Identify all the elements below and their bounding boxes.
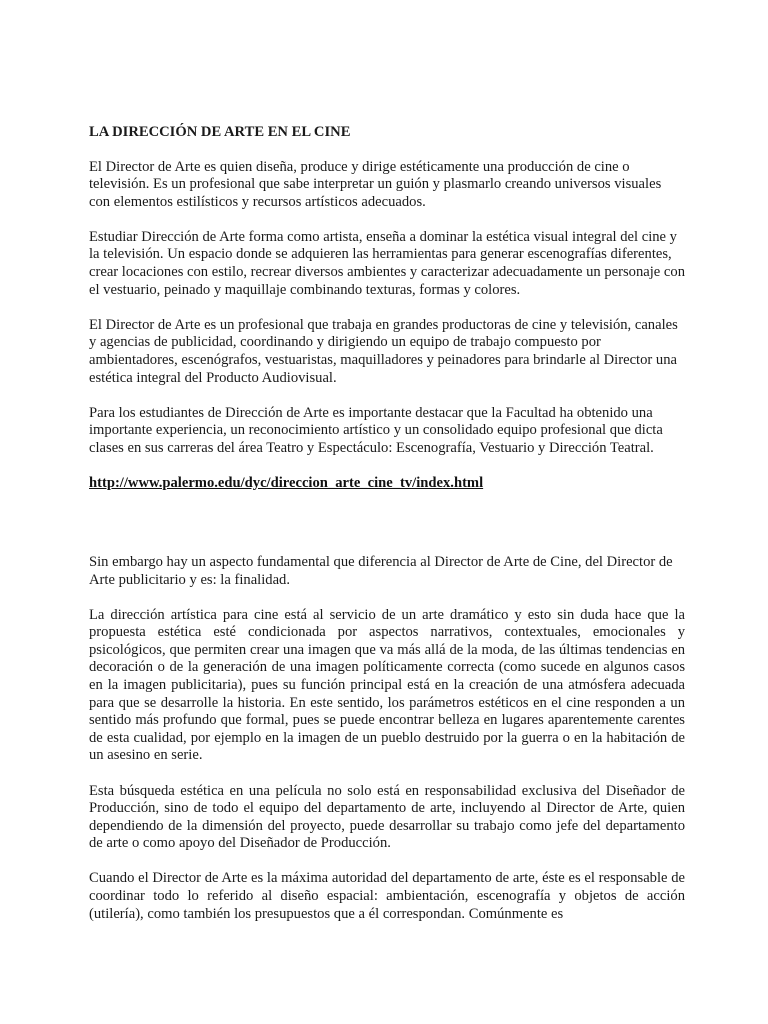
- paragraph-body-2: La dirección artística para cine está al servicio de un arte dramático y esto sin duda hace que la propuesta estética esté condicionada por aspectos narrativos, contextuales, emocionales y psicológicos, que permiten crear una imagen que va más allá de la moda, de las últimas tendencias en decoración o de la generación de una imagen políticamente correcta (como sucede en algunos casos en la imagen publicitaria), pues su función principal está en la creación de una atmósfera adecuada para que se desarrolle la historia. En este sentido, los parámetros estéticos en el cine responden a un sentido más profundo que formal, pues se puede encontrar belleza en lugares aparentemente carentes de esta cualidad, por ejemplo en la imagen de un pueblo destruido por la guerra o en la habitación de un asesino en serie.: [89, 606, 685, 764]
- document-body: [89, 124, 685, 941]
- blank-space: [89, 510, 685, 554]
- paragraph-intro-3: El Director de Arte es un profesional que trabaja en grandes productoras de cine y televisión, canales y agencias de publicidad, coordinando y dirigiendo un equipo de trabajo compuesto por ambientadores, escenógrafos, vestuaristas, maquilladores y peinadores para brindarle al Director una estética integral del Producto Audiovisual.: [89, 316, 678, 386]
- document-title: LA DIRECCIÓN DE ARTE EN EL CINE: [89, 124, 351, 140]
- paragraph-body-4: Cuando el Director de Arte es la máxima autoridad del departamento de arte, éste es el responsable de coordinar todo lo referido al diseño espacial: ambientación, escenografía y objetos de acción (utilería), como también los presupuestos que a él correspondan. Comúnmente es: [89, 870, 685, 922]
- paragraph-intro-4: Para los estudiantes de Dirección de Arte es importante destacar que la Facultad ha obtenido una importante experiencia, un reconocimiento artístico y un consolidado equipo profesional que dicta clases en sus carreras del área Teatro y Espectáculo: Escenografía, Vestuario y Dirección Teatral.: [89, 404, 663, 456]
- paragraph-intro-2: Estudiar Dirección de Arte forma como artista, enseña a dominar la estética visual integral del cine y la televisión. Un espacio donde se adquieren las herramientas para generar escenografías diferentes, crear locaciones con estilo, recrear diversos ambientes y caracterizar adecuadamente un personaje con el vestuario, peinado y maquillaje combinando texturas, formas y colores.: [89, 228, 685, 298]
- palermo-link[interactable]: http://www.palermo.edu/dyc/direccion_arte_cine_tv/index.html: [89, 474, 484, 491]
- paragraph-intro-1: El Director de Arte es quien diseña, produce y dirige estéticamente una producción de cine o televisión. Es un profesional que sabe interpretar un guión y plasmarlo creando universos visuales con elementos estilísticos y recursos artísticos adecuados.: [89, 158, 662, 210]
- paragraph-body-1: Sin embargo hay un aspecto fundamental que diferencia al Director de Arte de Cine, del Director de Arte publicitario y es: la finalidad.: [89, 554, 673, 588]
- paragraph-body-3: Esta búsqueda estética en una película no solo está en responsabilidad exclusiva del Diseñador de Producción, sino de todo el equipo del departamento de arte, incluyendo al Director de Arte, quien dependiendo de la dimensión del proyecto, puede desarrollar su trabajo como jefe del departamento de arte o como apoyo del Diseñador de Producción.: [89, 782, 685, 852]
- link-paragraph: [89, 475, 685, 493]
